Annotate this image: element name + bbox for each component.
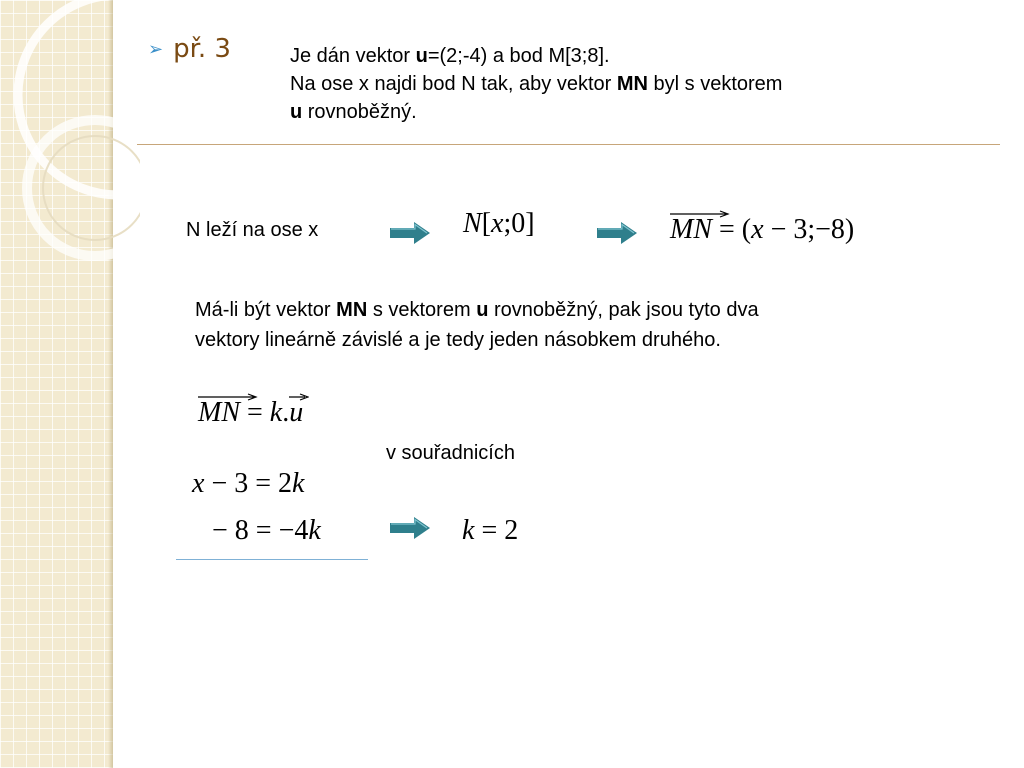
vector-arrow-icon <box>289 393 309 401</box>
math-symbol: − 3;−8) <box>763 214 855 245</box>
explanation-fragment: rovnoběžný, pak jsou tyto dva <box>488 299 759 321</box>
vector-u <box>289 397 303 429</box>
math-var: k <box>269 397 283 428</box>
task-text: Je dán vektor <box>290 45 416 67</box>
task-vector-mn: MN <box>616 73 648 95</box>
math-symbol: − 3 = 2 <box>204 468 293 499</box>
math-var: N <box>463 208 482 239</box>
implication-arrow-icon <box>390 517 430 539</box>
math-var: MN <box>670 214 712 245</box>
equation-y <box>212 515 321 547</box>
underline-divider <box>176 559 368 560</box>
explanation-vector-u: u <box>476 299 489 321</box>
math-var: x <box>192 468 205 499</box>
linear-dependence-formula <box>198 397 303 429</box>
explanation-fragment: Má-li být vektor <box>195 299 337 321</box>
explanation-text <box>195 295 759 355</box>
math-symbol: . <box>282 397 290 428</box>
math-symbol: [ <box>481 208 492 239</box>
math-symbol: = ( <box>712 214 752 245</box>
task-text: =(2;-4) a bod M[3;8]. <box>427 45 610 67</box>
task-vector-u: u <box>290 101 303 123</box>
header-divider <box>137 144 1000 145</box>
explanation-fragment: s vektorem <box>367 299 477 321</box>
math-var: k <box>292 468 305 499</box>
vector-arrow-icon <box>198 393 258 401</box>
implication-arrow-icon <box>597 222 637 244</box>
implication-arrow-icon <box>390 222 430 244</box>
result-formula <box>462 515 518 547</box>
task-line-2 <box>290 70 782 98</box>
math-var: x <box>751 214 764 245</box>
task-statement <box>290 42 782 126</box>
task-vector-u: u <box>415 45 428 67</box>
vector-mn <box>198 397 240 429</box>
title-text: př. 3 <box>173 34 231 64</box>
math-var: x <box>491 208 504 239</box>
vector-mn-formula <box>670 214 854 246</box>
vector-arrow-icon <box>670 210 730 218</box>
explanation-line-2: vektory lineárně závislé a je tedy jeden násobkem druhého. <box>195 329 721 351</box>
task-text: Na ose x najdi bod N tak, aby vektor <box>290 73 617 95</box>
math-var: k <box>308 515 321 546</box>
math-var: u <box>289 397 304 428</box>
task-text: rovnoběžný. <box>302 101 417 123</box>
math-symbol: ;0] <box>503 208 535 239</box>
coordinates-label: v souřadnicích <box>386 442 515 464</box>
task-line-3 <box>290 98 782 126</box>
math-symbol: = 2 <box>474 515 519 546</box>
math-symbol: = <box>240 397 270 428</box>
math-var: MN <box>198 397 240 428</box>
math-symbol: − 8 = −4 <box>212 515 309 546</box>
slide-title <box>148 34 231 64</box>
math-var: k <box>462 515 475 546</box>
bullet-arrow-icon: ➢ <box>148 38 164 60</box>
point-n-formula <box>463 208 535 240</box>
decorative-rings <box>0 0 140 300</box>
task-line-1 <box>290 42 782 70</box>
n-on-axis-text: N leží na ose x <box>186 219 319 241</box>
equation-x <box>192 468 304 500</box>
vector-mn <box>670 214 712 246</box>
explanation-vector-mn: MN <box>336 299 368 321</box>
explanation-line-1 <box>195 295 759 325</box>
task-text: byl s vektorem <box>647 73 783 95</box>
